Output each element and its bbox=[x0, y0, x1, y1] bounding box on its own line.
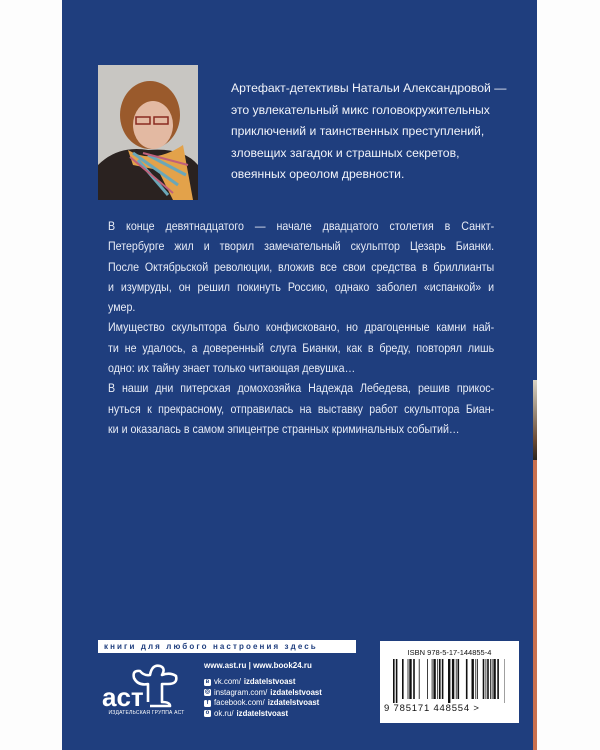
social-link-prefix: facebook.com/ bbox=[214, 698, 265, 707]
barcode-bar bbox=[497, 659, 499, 699]
barcode-bar bbox=[472, 659, 474, 699]
annotation-line: умер. bbox=[108, 300, 136, 315]
social-link-prefix: instagram.com/ bbox=[214, 687, 268, 697]
social-links bbox=[204, 677, 322, 719]
barcode-bar bbox=[402, 659, 404, 699]
annotation-line: Имущество скульптора было конфисковано, но драгоценные камни най- bbox=[108, 320, 495, 335]
barcode-bar bbox=[483, 659, 485, 699]
barcode-bar bbox=[437, 659, 438, 699]
blurb-line: приключений и таинственных преступлений, bbox=[231, 124, 485, 138]
instagram-icon: ◎ bbox=[204, 689, 211, 696]
annotation-line: одно: их тайну знает только читающая девушка… bbox=[108, 361, 356, 376]
barcode-bar bbox=[487, 659, 489, 699]
vk-icon: в bbox=[205, 678, 210, 685]
footer-tagline: книги для любого настроения здесь bbox=[98, 640, 356, 653]
publisher-name: ИЗДАТЕЛЬСКАЯ ГРУППА АСТ bbox=[108, 710, 185, 716]
social-link[interactable] bbox=[204, 688, 322, 699]
barcode-bar bbox=[427, 659, 428, 699]
annotation-line: ки и оказалась в самом эпицентре странных криминальных событий… bbox=[108, 421, 460, 436]
barcode-bar bbox=[452, 659, 454, 699]
annotation-line: нуться к прекрасному, отправилась на выставку работ скульптора Биан- bbox=[108, 401, 495, 416]
barcode-bar bbox=[413, 659, 415, 699]
barcode-number: 9 785171 448554 > bbox=[384, 703, 480, 714]
barcode-bar bbox=[475, 659, 476, 699]
barcode-bar bbox=[456, 659, 457, 699]
barcode-bar bbox=[466, 659, 468, 699]
barcode-bar bbox=[419, 659, 420, 699]
websites[interactable]: www.ast.ru | www.book24.ru bbox=[204, 661, 312, 670]
social-link-handle: izdatelstvoast bbox=[236, 708, 289, 718]
blurb-line: это увлекательный микс головокружительных bbox=[231, 102, 490, 117]
barcode-bar bbox=[393, 659, 395, 703]
barcode bbox=[393, 659, 505, 703]
facebook-icon: f bbox=[204, 700, 211, 707]
ok-icon: о bbox=[205, 710, 210, 717]
annotation-line: и изумруды, он решил покинуть Россию, однако заболел «испанкой» и bbox=[108, 279, 495, 294]
social-link-prefix: vk.com/ bbox=[214, 677, 241, 686]
author-photo bbox=[98, 65, 198, 200]
social-link[interactable] bbox=[204, 709, 322, 720]
barcode-bar bbox=[396, 659, 398, 703]
spine-image-fragment bbox=[533, 380, 537, 460]
annotation-line: Петербурге жил и творил замечательный скульптор Цезарь Бианки. bbox=[108, 239, 495, 254]
social-link-prefix: ok.ru/ bbox=[214, 708, 234, 718]
tagline-blurb bbox=[231, 78, 506, 186]
annotation-line: ти не удалось, а доверенный слуга Бианки, как в бреду, повторял лишь bbox=[108, 340, 495, 355]
blurb-line: овеянных ореолом древности. bbox=[231, 167, 405, 181]
social-link-handle: izdatelstvoast bbox=[267, 698, 320, 707]
social-link-handle: izdatelstvoast bbox=[243, 677, 296, 686]
social-link-handle: izdatelstvoast bbox=[270, 687, 322, 697]
barcode-bar bbox=[408, 659, 409, 699]
barcode-bar bbox=[490, 659, 491, 699]
logo-text: аст bbox=[102, 682, 144, 712]
barcode-bar bbox=[493, 659, 495, 699]
annotation-line: После Октябрьской революции, вложив все свои средства в бриллианты bbox=[108, 259, 495, 274]
barcode-bar bbox=[433, 659, 435, 699]
barcode-bar bbox=[448, 659, 450, 703]
blurb-line: Артефакт-детективы Натальи Александровой — bbox=[231, 81, 507, 95]
blurb-line: зловещих загадок и страшных секретов, bbox=[231, 145, 460, 160]
annotation-text bbox=[108, 216, 494, 439]
barcode-bar bbox=[458, 659, 460, 699]
social-link[interactable] bbox=[204, 698, 322, 709]
barcode-bar bbox=[477, 659, 478, 699]
isbn-barcode-box bbox=[380, 641, 519, 723]
barcode-bar bbox=[432, 659, 433, 699]
social-link[interactable] bbox=[204, 677, 322, 688]
barcode-bar bbox=[409, 659, 411, 699]
barcode-bar bbox=[492, 659, 493, 699]
annotation-line: В конце девятнадцатого — начале двадцатого столетия в Санкт- bbox=[108, 219, 495, 233]
isbn: ISBN 978-5-17-144855-4 bbox=[407, 648, 492, 657]
barcode-bar bbox=[442, 659, 444, 699]
annotation-line: В наши дни питерская домохозяйка Надежда Лебедева, решив прикос- bbox=[108, 381, 495, 396]
barcode-bar bbox=[439, 659, 441, 699]
barcode-bar bbox=[486, 659, 487, 699]
